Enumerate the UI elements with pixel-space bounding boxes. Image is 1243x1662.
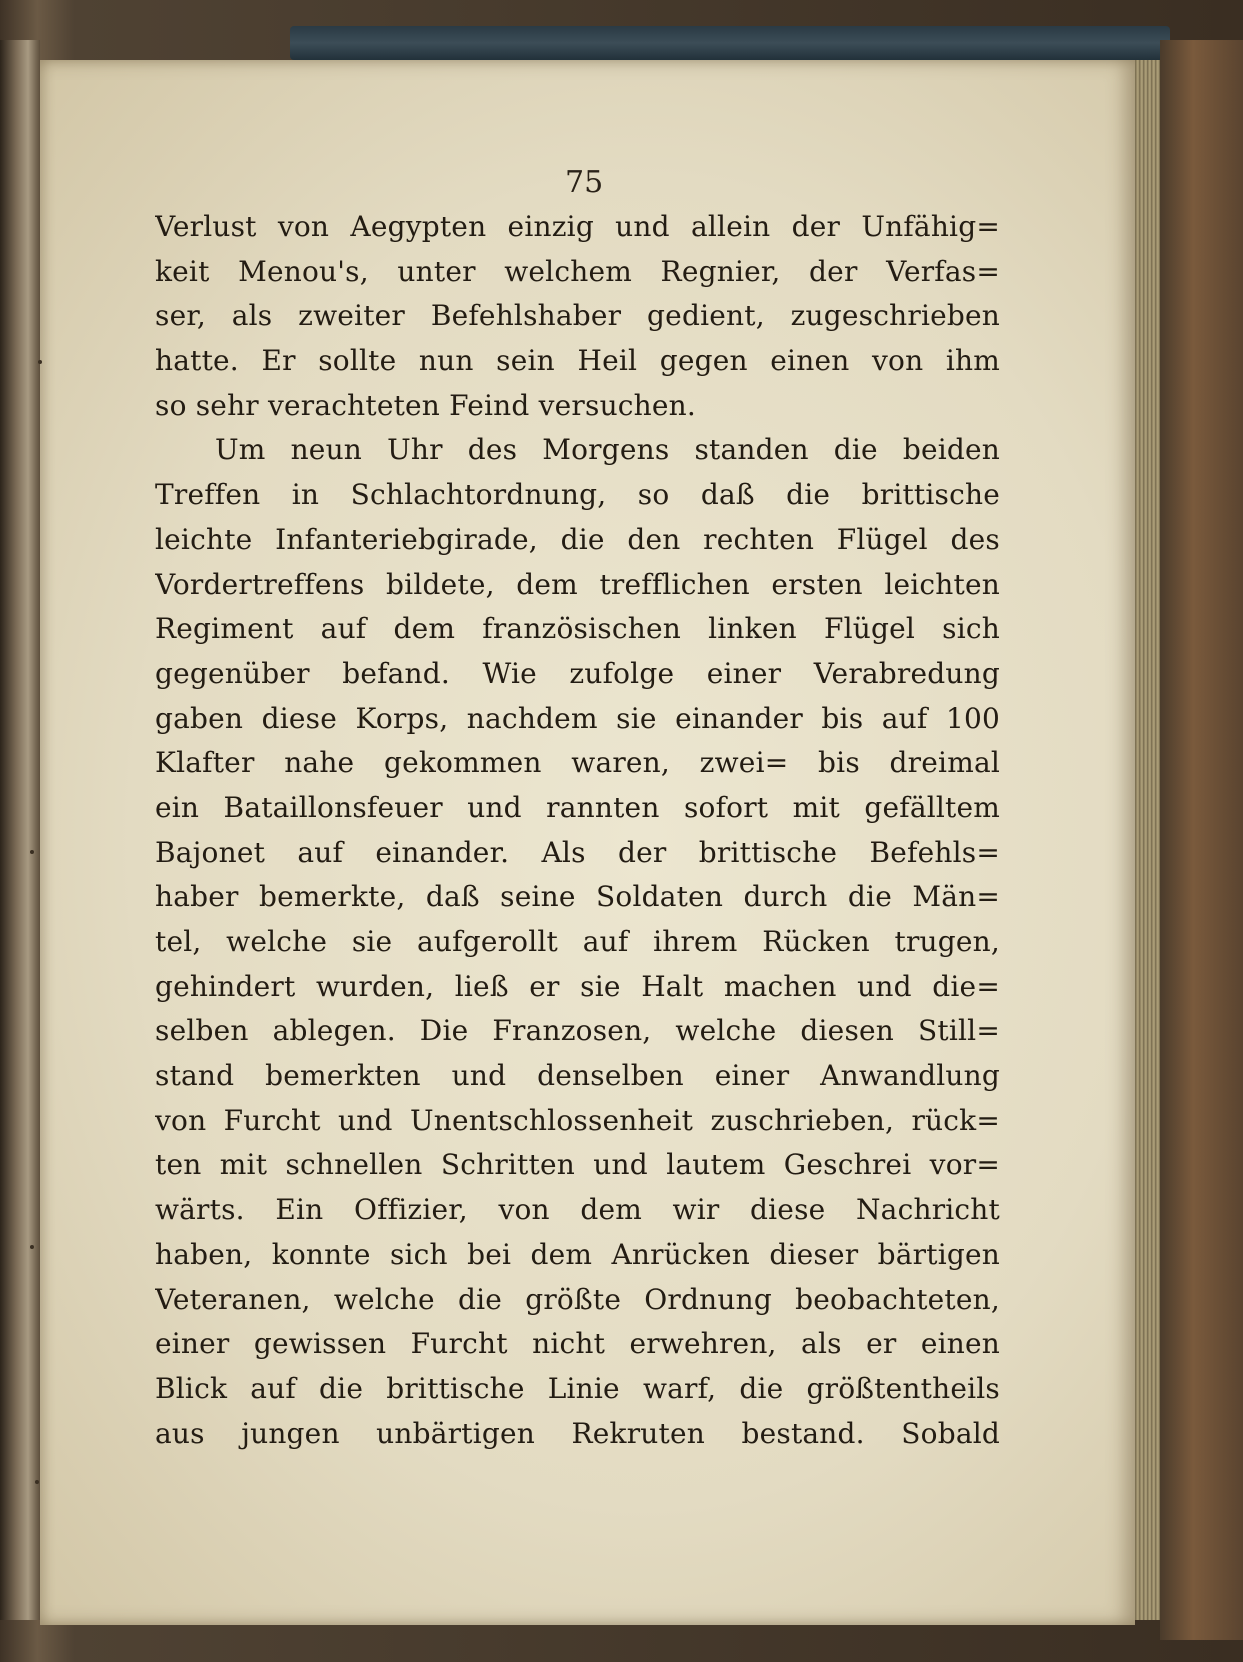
text-line: gegenüber befand. Wie zufolge einer Verabredung xyxy=(155,656,1000,690)
left-page-edge xyxy=(0,40,40,1620)
text-line: selben ablegen. Die Franzosen, welche diesen Still= xyxy=(155,1014,1000,1048)
text-line: Blick auf die brittische Linie warf, die größtentheils xyxy=(155,1371,1000,1405)
text-line: einer gewissen Furcht nicht erwehren, als er einen xyxy=(155,1327,1000,1361)
text-line: leichte Infanteriebgirade, die den rechten Flügel des xyxy=(155,522,1000,556)
text-line: gaben diese Korps, nachdem sie einander bis auf 100 xyxy=(155,701,1000,735)
right-cover-edge xyxy=(1160,40,1243,1640)
page-number: 75 xyxy=(565,165,604,200)
margin-mark xyxy=(35,1480,39,1484)
body-text xyxy=(155,205,1000,1456)
text-line: Bajonet auf einander. Als der brittische Befehls= xyxy=(155,835,1000,869)
text-line: Regiment auf dem französischen linken Flügel sich xyxy=(155,612,1000,646)
text-line: Verlust von Aegypten einzig und allein der Unfähig= xyxy=(155,210,1000,243)
margin-mark xyxy=(30,1245,34,1249)
text-line: Veteranen, welche die größte Ordnung beobachteten, xyxy=(155,1282,1000,1316)
text-line: Um neun Uhr des Morgens standen die beiden xyxy=(215,433,1000,467)
margin-mark xyxy=(38,360,42,364)
text-line: keit Menou's, unter welchem Regnier, der Verfas= xyxy=(155,254,1000,288)
text-line: wärts. Ein Offizier, von dem wir diese Nachricht xyxy=(155,1193,1000,1227)
text-line: ser, als zweiter Befehlshaber gedient, zugeschrieben xyxy=(155,299,1000,333)
text-line: gehindert wurden, ließ er sie Halt machen und die= xyxy=(155,969,1000,1003)
text-line: Treffen in Schlachtordnung, so daß die brittische xyxy=(155,478,1000,512)
text-line: haber bemerkte, daß seine Soldaten durch die Män= xyxy=(155,880,1000,914)
text-line: Klafter nahe gekommen waren, zwei= bis dreimal xyxy=(155,746,1000,780)
text-line: tel, welche sie aufgerollt auf ihrem Rücken trugen, xyxy=(155,925,1000,958)
text-line: hatte. Er sollte nun sein Heil gegen einen von ihm xyxy=(155,344,1000,378)
text-line: von Furcht und Unentschlossenheit zuschrieben, rück= xyxy=(155,1103,1000,1137)
text-line: haben, konnte sich bei dem Anrücken dieser bärtigen xyxy=(155,1237,1000,1271)
text-line: ten mit schnellen Schritten und lautem Geschrei vor= xyxy=(155,1148,1000,1182)
text-line: ein Bataillonsfeuer und rannten sofort mit gefälltem xyxy=(155,790,1000,824)
text-line: so sehr verachteten Feind versuchen. xyxy=(155,388,697,422)
margin-mark xyxy=(30,850,34,854)
text-line: stand bemerkten und denselben einer Anwandlung xyxy=(155,1059,1000,1093)
text-line: Vordertreffens bildete, dem trefflichen ersten leichten xyxy=(155,567,1000,601)
spine-band xyxy=(290,26,1170,60)
text-line: aus jungen unbärtigen Rekruten bestand. Sobald xyxy=(155,1416,1000,1450)
